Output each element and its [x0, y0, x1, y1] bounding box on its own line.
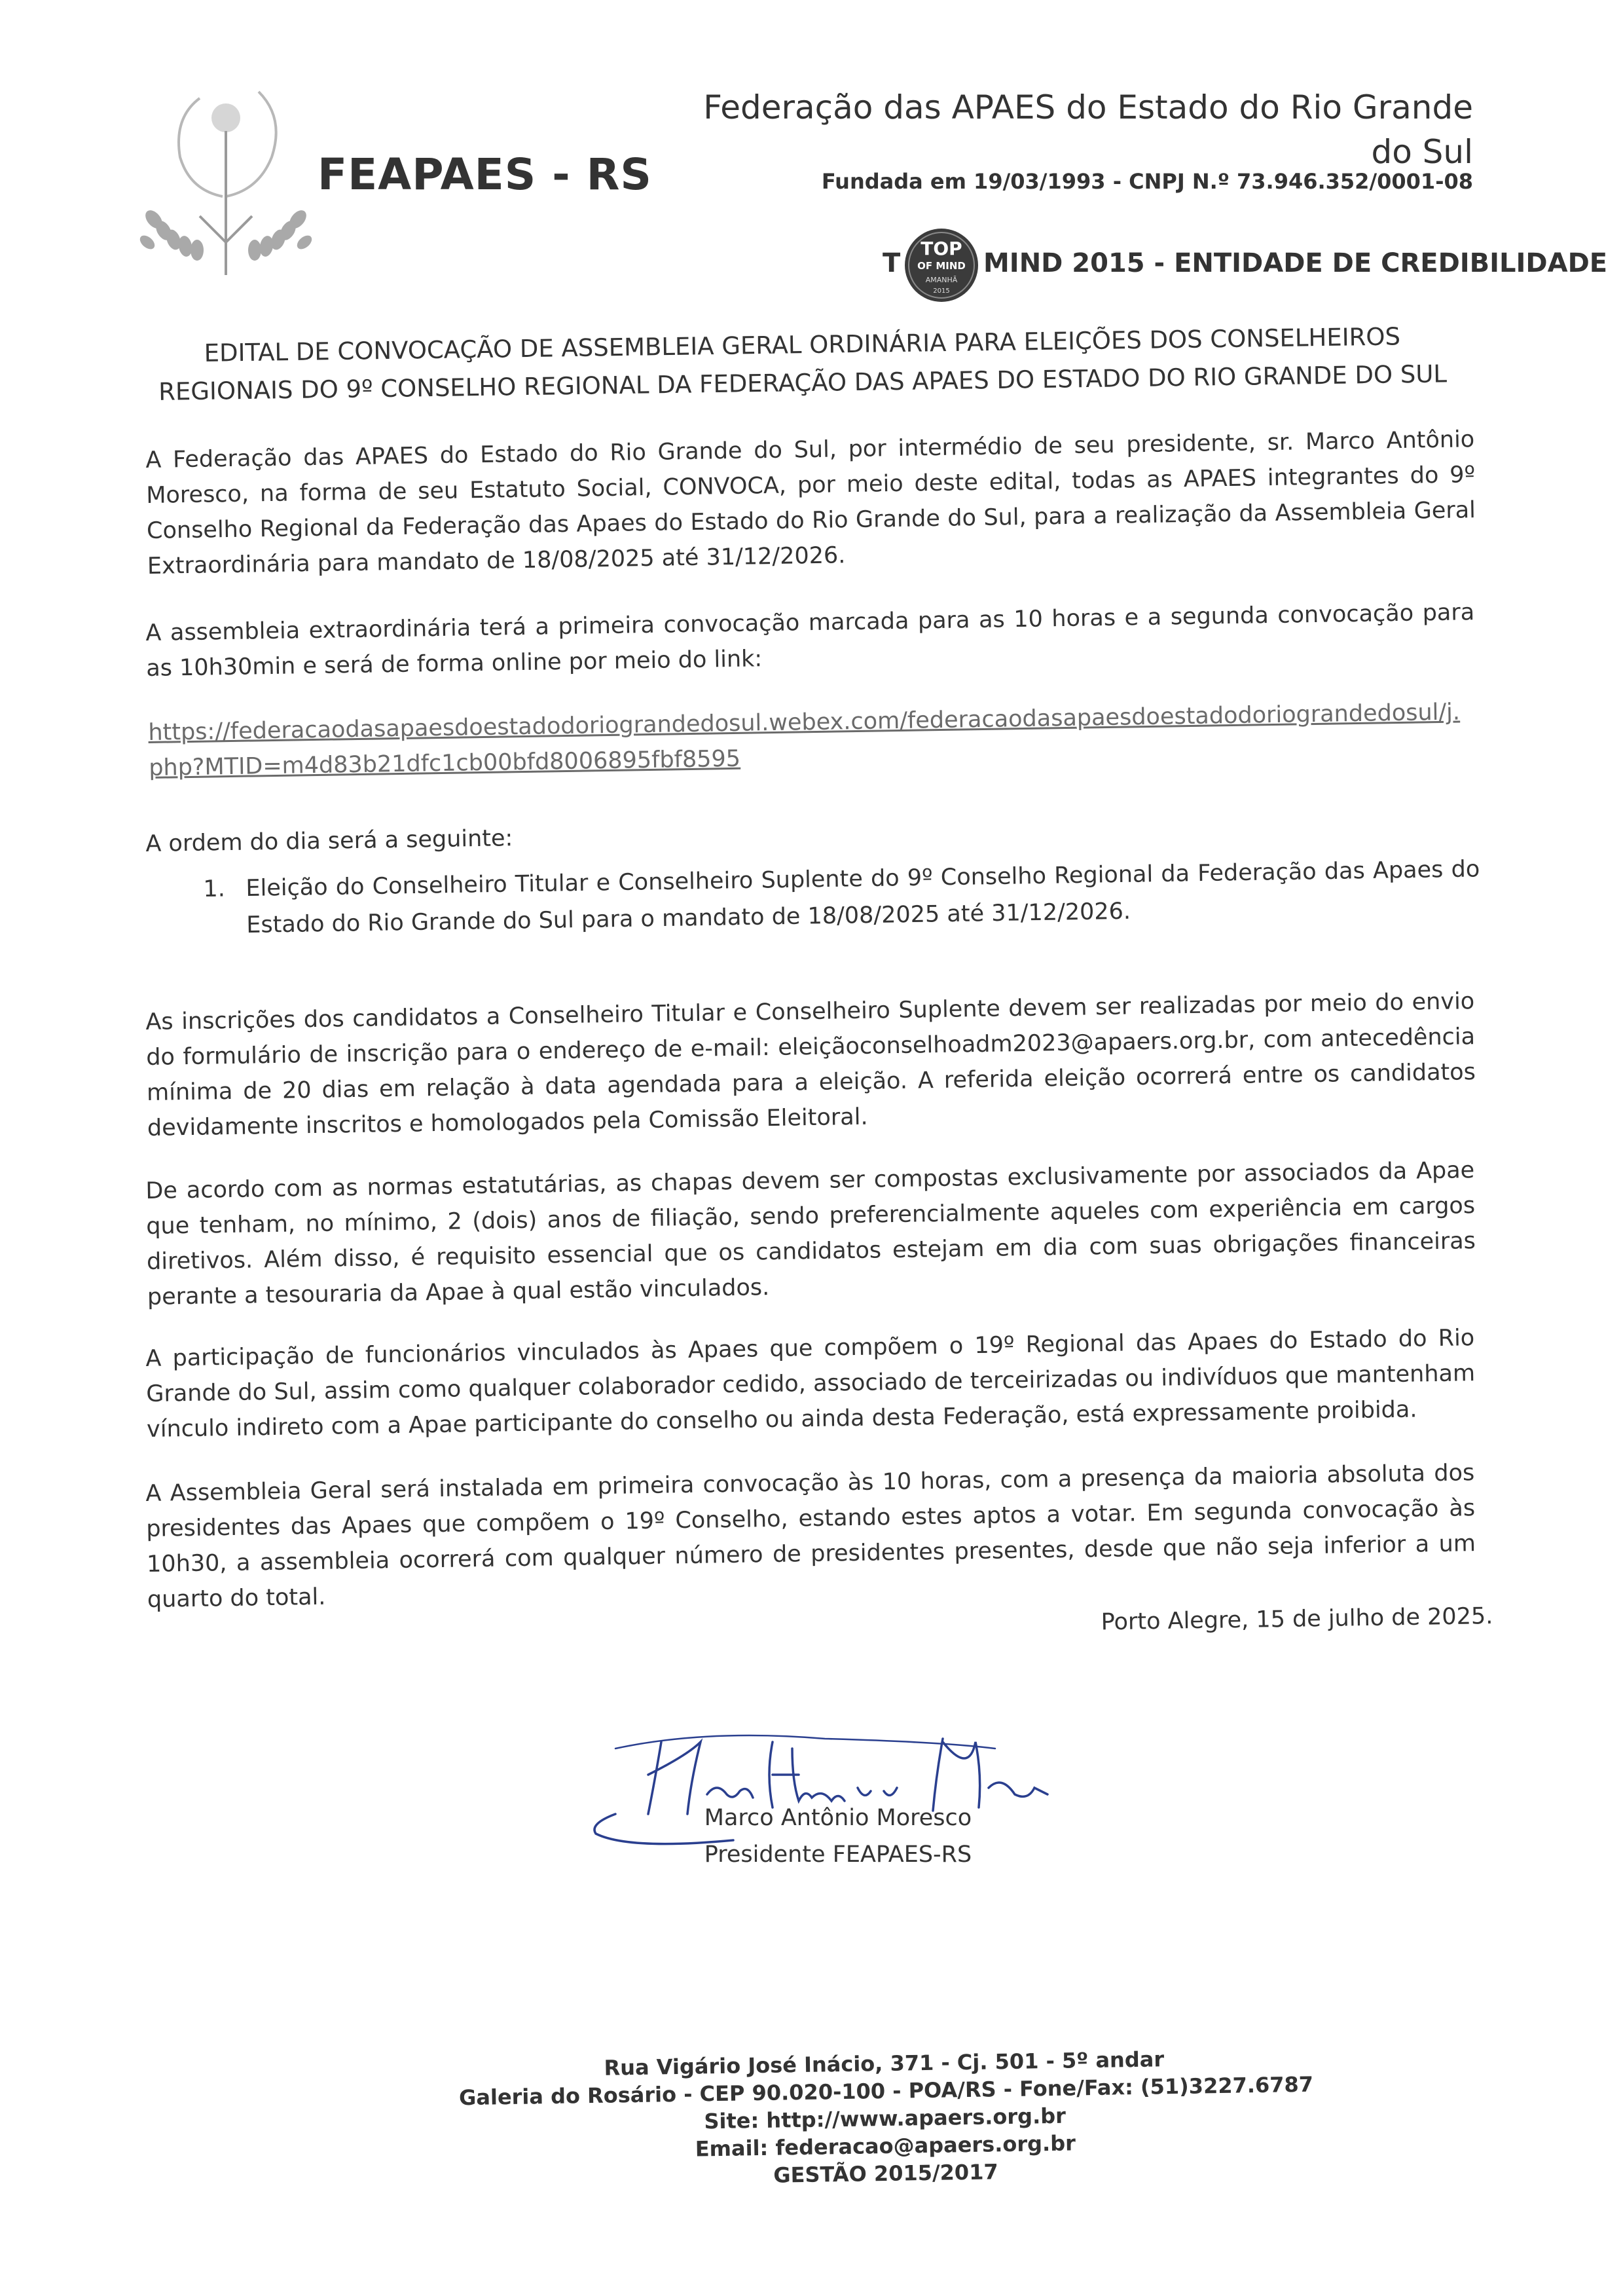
footer-management-line: GESTÃO 2015/2017: [773, 2159, 998, 2188]
paragraph-convocation: A Federação das APAES do Estado do Rio Grande do Sul, por intermédio de seu presidente, sr. Marco Antônio Moresco, na forma de seu Estatuto Social, CONVOCA, por meio deste edital, todas as APAES integrantes do 9º Conselho Regional da Federação das Apaes do Estado do Rio Grande do Sul, para a realização da Assembleia Geral Extraordinária para mandato de 18/08/2025 até 31/12/2026.: [145, 426, 1476, 580]
list-item: [203, 851, 1481, 944]
founded-cnpj-line: Fundada em 19/03/1993 - CNPJ N.º 73.946.352/0001-08: [821, 169, 1473, 194]
signatory-role: Presidente FEAPAES-RS: [704, 1842, 972, 1868]
document-title: EDITAL DE CONVOCAÇÃO DE ASSEMBLEIA GERAL ORDINÁRIA PARA ELEIÇÕES DOS CONSELHEIROS REGIONAIS DO 9º CONSELHO REGIONAL DA FEDERAÇÃO DAS APAES DO ESTADO DO RIO GRANDE DO SUL: [158, 322, 1448, 406]
footer-address-line: Rua Vigário José Inácio, 371 - Cj. 501 - 5º andar: [604, 2046, 1165, 2081]
footer-email-line: Email: federacao@apaers.org.br: [695, 2130, 1076, 2162]
seal-amanha-text: AMANHÃ: [925, 276, 958, 284]
seal-year-text: 2015: [933, 287, 950, 295]
award-prefix: T: [883, 248, 901, 278]
paragraph-agenda-intro: A ordem do dia será a seguinte:: [145, 825, 513, 857]
list-item-text: Eleição do Conselheiro Titular e Conselheiro Suplente do 9º Conselho Regional da Federação das Apaes do Estado do Rio Grande do Sul para o mandato de 18/08/2025 até 31/12/2026.: [246, 856, 1480, 938]
organization-name: Federação das APAES do Estado do Rio Grande do Sul: [703, 88, 1473, 171]
webex-meeting-link[interactable]: https://federacaodasapaesdoestadodoriograndedosul.webex.com/federacaodasapaesdoestadodoriograndedosul/j.php?MTID=m4d83b21dfc1cb00bfd8006895fbf8595: [148, 699, 1461, 781]
logo-text: FEAPAES - RS: [318, 149, 652, 200]
footer-address-block: [458, 2043, 1314, 2194]
paragraph-prohibition: A participação de funcionários vinculados às Apaes que compõem o 19º Regional das Apaes do Estado do Rio Grande do Sul, assim como qualquer colaborador cedido, associado de terceirizadas ou indivíduos que mantenham vínculo indireto com a Apae participante do conselho ou ainda desta Federação, está expressamente proibida.: [145, 1325, 1476, 1443]
award-caption: MIND 2015 - ENTIDADE DE CREDIBILIDADE: [983, 248, 1608, 278]
agenda-list: [203, 851, 1481, 944]
top-of-mind-award: [786, 226, 1608, 305]
feapaes-logo-icon: [128, 79, 318, 288]
paragraph-schedule: A assembleia extraordinária terá a primeira convocação marcada para as 10 horas e a segunda convocação para as 10h30min e será de forma online por meio do link:: [145, 599, 1475, 682]
place-and-date: Porto Alegre, 15 de julho de 2025.: [1101, 1603, 1493, 1636]
top-of-mind-seal-icon: [902, 226, 981, 305]
handwritten-signature: [576, 1703, 1100, 1860]
paragraph-registration: As inscrições dos candidatos a Conselheiro Titular e Conselheiro Suplente devem ser realizadas por meio do envio do formulário de inscrição para o endereço de e-mail: eleiçãoconselhoadm2023@apaers.org.br, com antecedência mínima de 20 dias em relação à data agendada para a eleição. A referida eleição ocorrerá entre os candidatos devidamente inscritos e homologados pela Comissão Eleitoral.: [145, 988, 1476, 1141]
list-item-number: 1.: [203, 876, 226, 902]
paragraph-quorum: A Assembleia Geral será instalada em primeira convocação às 10 horas, com a presença da maioria absoluta dos presidentes das Apaes que compõem o 19º Conselho, estando estes aptos a votar. Em segunda convocação às 10h30, a assembleia ocorrerá com qualquer número de presidentes presentes, desde que não seja inferior a um quarto do total.: [145, 1460, 1476, 1613]
footer-site-line: Site: http://www.apaers.org.br: [704, 2103, 1067, 2134]
footer-cep-phone-line: Galeria do Rosário - CEP 90.020-100 - POA/RS - Fone/Fax: (51)3227.6787: [458, 2071, 1314, 2111]
seal-ofmind-text: OF MIND: [917, 260, 966, 272]
signatory-name: Marco Antônio Moresco: [704, 1805, 972, 1831]
seal-top-text: TOP: [921, 238, 962, 259]
paragraph-statutory-rules: De acordo com as normas estatutárias, as chapas devem ser compostas exclusivamente por associados da Apae que tenham, no mínimo, 2 (dois) anos de filiação, sendo preferencialmente aqueles com experiência em cargos diretivos. Além disso, é requisito essencial que os candidatos estejam em dia com suas obrigações financeiras perante a tesouraria da Apae à qual estão vinculados.: [145, 1157, 1476, 1310]
